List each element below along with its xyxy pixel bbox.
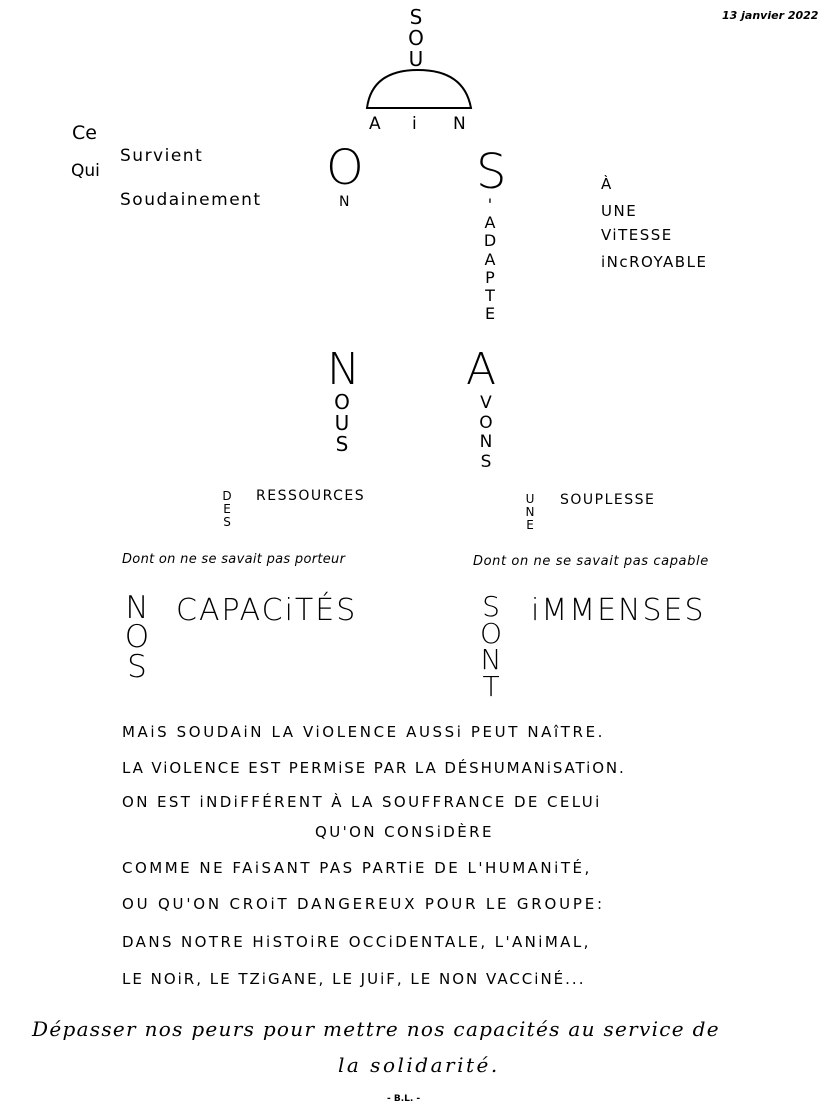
letter: S xyxy=(335,432,349,456)
date-label: 13 janvier 2022 xyxy=(722,9,819,22)
paragraph-line-8: LE NOiR, LE TZiGANE, LE JUiF, LE NON VACCiNÉ... xyxy=(122,970,586,988)
letter: N xyxy=(125,590,149,626)
on-big-o: O xyxy=(326,140,364,196)
qui-text: Qui xyxy=(71,161,100,181)
letter: S xyxy=(127,648,147,685)
ain-letter-a: A xyxy=(369,114,381,134)
survient-text: Survient xyxy=(120,146,204,166)
letter: T xyxy=(482,669,500,703)
letter: E xyxy=(223,502,231,517)
ce-text: Ce xyxy=(72,122,97,144)
capacites-text: CAPACiTÉS xyxy=(176,593,358,628)
sadapte-vertical xyxy=(478,196,502,324)
letter: O xyxy=(334,390,350,414)
letter: P xyxy=(485,267,495,287)
letter: O xyxy=(408,26,424,50)
des-vertical xyxy=(220,490,234,530)
ain-letter-n: N xyxy=(453,114,466,134)
letter: O xyxy=(479,412,493,433)
letter: T xyxy=(485,286,495,306)
incroyable-text: iNcROYABLE xyxy=(601,253,708,271)
avons-big-a: A xyxy=(466,344,497,395)
nous-big-n: N xyxy=(327,344,360,395)
letter: A xyxy=(484,213,496,233)
letter: D xyxy=(483,231,497,251)
letter: S xyxy=(480,451,492,472)
letter: V xyxy=(480,393,492,413)
letter: U xyxy=(334,411,350,435)
dont-porteur-text: Dont on ne se savait pas porteur xyxy=(122,552,346,567)
closing-line-2: la solidarité. xyxy=(338,1053,500,1077)
letter: S xyxy=(482,590,500,623)
a-text: À xyxy=(601,175,613,193)
ressources-text: RESSOURCES xyxy=(256,488,366,504)
sou-vertical xyxy=(404,7,428,70)
letter: E xyxy=(526,518,534,533)
vitesse-text: ViTESSE xyxy=(601,226,673,244)
closing-line-1: Dépasser nos peurs pour mettre nos capacités au service de xyxy=(32,1017,720,1041)
paragraph-line-4: QU'ON CONSiDÈRE xyxy=(315,823,494,841)
letter: A xyxy=(484,249,496,269)
soudainement-text: Soudainement xyxy=(120,190,262,210)
letter: ' xyxy=(487,195,493,214)
letter: E xyxy=(484,304,496,324)
paragraph-line-1: MAiS SOUDAiN LA ViOLENCE AUSSi PEUT NAîTRE. xyxy=(122,723,606,741)
ain-letter-i: i xyxy=(412,114,417,134)
paragraph-line-5: COMME NE FAiSANT PAS PARTiE DE L'HUMANiTÉ, xyxy=(122,859,592,877)
paragraph-line-6: OU QU'ON CROiT DANGEREUX POUR LE GROUPE: xyxy=(122,895,605,913)
dont-capable-text: Dont on ne se savait pas capable xyxy=(473,554,709,569)
letter: N xyxy=(480,643,502,677)
une-text: UNE xyxy=(601,202,638,220)
sont-vertical xyxy=(475,590,507,703)
avons-vertical xyxy=(476,394,496,472)
souplesse-text: SOUPLESSE xyxy=(560,492,656,508)
nous-vertical xyxy=(331,392,353,455)
letter: O xyxy=(124,619,150,656)
letter: S xyxy=(409,5,423,29)
paragraph-line-3: ON EST iNDiFFÉRENT À LA SOUFFRANCE DE CELUi xyxy=(122,793,602,811)
letter: O xyxy=(479,616,503,650)
immenses-text: iMMENSES xyxy=(531,593,706,628)
letter: D xyxy=(222,489,232,503)
paragraph-line-2: LA ViOLENCE EST PERMiSE PAR LA DÉSHUMANiSATiON. xyxy=(122,759,626,777)
letter: U xyxy=(408,47,424,71)
on-small-n: N xyxy=(339,194,350,210)
letter: N xyxy=(525,505,535,520)
paragraph-line-7: DANS NOTRE HiSTOiRE OCCiDENTALE, L'ANiMAL, xyxy=(122,933,591,951)
letter: S xyxy=(223,515,231,530)
letter: U xyxy=(525,492,535,506)
sadapte-big-s: S xyxy=(476,144,507,200)
une-vertical xyxy=(523,493,537,533)
nos-vertical xyxy=(121,590,153,685)
signature: - B.L. - xyxy=(387,1094,421,1104)
letter: N xyxy=(479,432,493,453)
